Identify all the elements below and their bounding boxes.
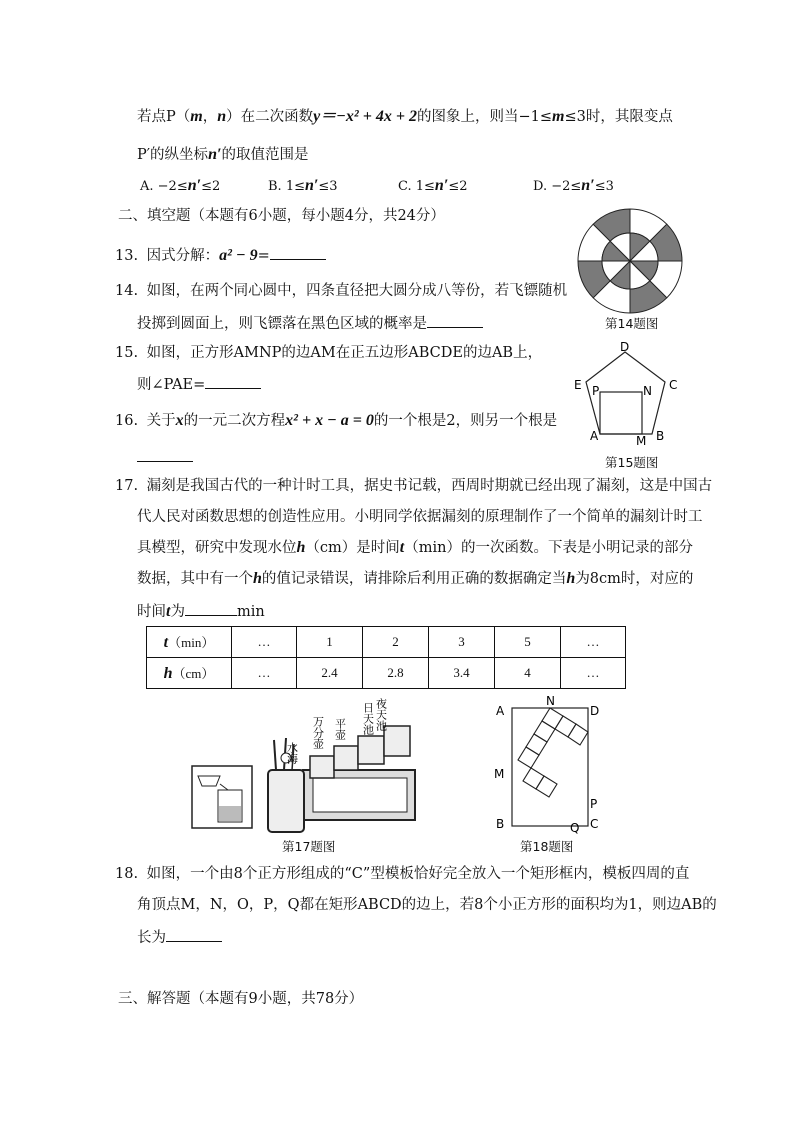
table-unit-cm: （cm） <box>172 666 215 681</box>
q18-line3 <box>137 927 222 948</box>
q14-line1 <box>115 281 567 301</box>
var-n-prime: n′ <box>208 146 222 163</box>
table-cell: … <box>561 627 626 658</box>
label-wanfenhu: 万分壶 <box>311 716 325 749</box>
q15-answer-blank[interactable] <box>205 374 261 389</box>
opt-b-end: ≤3 <box>318 179 338 194</box>
table-cell: 1 <box>297 627 363 658</box>
q12-text-mid: ）在二次函数 <box>226 109 314 125</box>
table-header-t <box>147 627 232 658</box>
opt-b-pre: B. 1≤ <box>268 179 305 194</box>
var-h: h <box>296 539 306 556</box>
table-var-t: t <box>163 634 169 651</box>
table-header-h <box>147 658 232 689</box>
pentagon-figure <box>570 340 685 448</box>
q17-line2: 代人民对函数思想的创造性应用。小明同学依据漏刻的原理制作了一个简单的漏刻计时工 <box>137 509 703 525</box>
q12-line1 <box>137 107 673 127</box>
q17-line3 <box>137 538 693 558</box>
q16-text-mid: 的一元二次方程 <box>183 413 286 429</box>
var-t-2: t <box>166 603 171 620</box>
q12-comma: ， <box>202 109 218 125</box>
q16-text-end: 的一个根是2，则另一个根是 <box>373 413 558 429</box>
q16-answer-blank[interactable] <box>137 447 193 462</box>
q16-line2 <box>137 447 193 468</box>
inset-water <box>219 806 241 821</box>
q15-number: 15. <box>115 345 139 361</box>
table-row-t <box>147 627 626 658</box>
q14-text-1: 如图，在两个同心圆中，四条直径把大圆分成八等份，若飞镖随机 <box>146 283 568 299</box>
q16-text-pre: 关于 <box>146 413 176 429</box>
dartboard-figure <box>575 206 685 316</box>
q17-line4 <box>137 569 693 589</box>
q12-line2-text: P′的纵坐标 <box>137 147 209 163</box>
q12-option-c <box>398 176 468 197</box>
opt-c-end: ≤2 <box>448 179 468 194</box>
var-n: n <box>217 108 227 125</box>
label-p: P <box>590 797 598 811</box>
table-cell: … <box>561 658 626 689</box>
q17-figure-caption: 第17题图 <box>282 839 336 854</box>
opt-a-pre: A. −2≤ <box>140 179 188 194</box>
q17-text-4c: 为8cm时，对应的 <box>575 571 694 587</box>
q17-unit: min <box>236 604 265 620</box>
label-n: N <box>643 384 652 398</box>
q18-line2: 角顶点M，N，O，P，Q都在矩形ABCD的边上，若8个小正方形的面积均为1，则边AB的 <box>137 897 717 913</box>
q17-answer-blank[interactable] <box>185 601 237 616</box>
wanfen-tank <box>310 756 334 778</box>
table-cell: 2.8 <box>363 658 429 689</box>
table-cell: … <box>232 658 297 689</box>
q15-figure-caption: 第15题图 <box>605 455 659 470</box>
q12-line2-end: 的取值范围是 <box>221 147 309 163</box>
q17-text-4a: 数据，其中有一个 <box>137 571 253 587</box>
var-t: t <box>399 539 405 556</box>
label-c: C <box>590 817 599 831</box>
q14-text-2: 投掷到圆面上，则飞镖落在黑色区域的概率是 <box>137 316 427 332</box>
q14-number: 14. <box>115 283 139 299</box>
q18-figure-caption: 第18题图 <box>520 839 574 854</box>
q14-answer-blank[interactable] <box>427 313 483 328</box>
label-m: M <box>636 434 647 448</box>
section-2-heading: 二、填空题（本题有6小题，每小题4分，共24分） <box>118 208 445 224</box>
q17-text-3a: 具模型，研究中发现水位 <box>137 540 297 556</box>
table-cell: 5 <box>495 627 561 658</box>
label-b: B <box>656 429 665 443</box>
opt-c-pre: C. 1≤ <box>398 179 435 194</box>
ping-tank <box>334 746 358 770</box>
square-amnp <box>600 392 642 434</box>
label-a: A <box>496 704 505 718</box>
q17-data-table <box>146 626 626 689</box>
opt-a-end: ≤2 <box>201 179 221 194</box>
label-a: A <box>590 429 599 443</box>
q16-number: 16. <box>115 413 139 429</box>
label-pinghu: 平壶 <box>333 718 347 740</box>
q17-line5 <box>137 601 265 622</box>
q18-number: 18. <box>115 866 139 882</box>
q17-text-5a: 时间 <box>137 604 166 620</box>
var-h-2: h <box>253 570 262 587</box>
label-d: D <box>590 704 600 718</box>
water-clock-figure <box>188 698 418 838</box>
q15-text-2: 则∠PAE= <box>137 377 206 393</box>
label-e: E <box>574 378 582 392</box>
q15-text-1: 如图，正方形AMNP的边AM在正五边形ABCDE的边AB上， <box>146 345 543 361</box>
table-cell: 3.4 <box>429 658 495 689</box>
q12-text-mid2: 的图象上，则当−1≤ <box>416 109 552 125</box>
opt-d-var: n′ <box>581 177 595 194</box>
q17-text-1: 漏刻是我国古代的一种计时工具，据史书记载，西周时期就已经出现了漏刻，这是中国古 <box>146 478 713 494</box>
yetian-tank <box>384 726 410 756</box>
section-3-heading: 三、解答题（本题有9小题，共78分） <box>118 991 364 1007</box>
q15-line1 <box>115 343 542 363</box>
q17-number: 17. <box>115 478 139 494</box>
label-m: M <box>494 767 505 781</box>
table-cell: 4 <box>495 658 561 689</box>
c-template <box>518 708 588 797</box>
q13-expression: a² − 9 <box>219 247 258 264</box>
opt-a-var: n′ <box>187 177 202 194</box>
label-n: N <box>546 696 555 708</box>
q18-text-3: 长为 <box>137 930 166 946</box>
c-template-figure <box>490 696 610 834</box>
opt-d-pre: D. −2≤ <box>533 179 582 194</box>
q17-line1 <box>115 476 712 496</box>
label-b: B <box>496 817 505 831</box>
table-cell: 2 <box>363 627 429 658</box>
q17-text-4b: 的值记录错误，请排除后利用正确的数据确定当 <box>261 571 567 587</box>
q13-number: 13. <box>115 248 139 264</box>
q17-text-3b: （cm）是时间 <box>305 540 400 556</box>
table-row-h <box>147 658 626 689</box>
quadratic-function: y＝−x² + 4x + 2 <box>313 108 417 125</box>
label-yetianchi: 夜天池 <box>374 698 388 731</box>
label-d: D <box>620 340 630 354</box>
q12-line2 <box>137 145 308 165</box>
var-x: x <box>175 412 184 429</box>
q14-figure-caption: 第14题图 <box>605 316 659 331</box>
q17-text-3c: （min）的一次函数。下表是小明记录的部分 <box>404 540 693 556</box>
q13-equals: = <box>257 248 270 264</box>
label-ritianchi: 日天池 <box>361 702 375 735</box>
q16-line1 <box>115 411 557 431</box>
q13-answer-blank[interactable] <box>270 245 326 260</box>
q13-text: 因式分解： <box>146 248 220 264</box>
var-m: m <box>190 108 203 125</box>
q18-answer-blank[interactable] <box>166 927 222 942</box>
label-q: Q <box>570 821 580 834</box>
label-p: P <box>592 384 600 398</box>
opt-b-var: n′ <box>304 177 319 194</box>
label-shuihai: 水海 <box>285 742 299 764</box>
q14-line2 <box>137 313 483 334</box>
q12-text: 若点P（ <box>137 109 191 125</box>
q18-text-1: 如图，一个由8个正方形组成的“C”型模板恰好完全放入一个矩形框内，模板四周的直 <box>146 866 690 882</box>
q15-line2 <box>137 374 261 395</box>
label-c: C <box>669 378 678 392</box>
var-h-3: h <box>566 570 576 587</box>
q16-equation: x² + x − a = 0 <box>285 412 374 429</box>
water-sea-cylinder <box>268 770 304 832</box>
q18-line1 <box>115 864 689 884</box>
q12-option-a <box>140 176 220 197</box>
table-cell: 3 <box>429 627 495 658</box>
table-unit-min: （min） <box>168 635 215 650</box>
q17-text-5b: 为 <box>170 604 185 620</box>
var-m2: m <box>552 108 565 125</box>
table-cell: 2.4 <box>297 658 363 689</box>
q12-text-end: ≤3时，其限变点 <box>564 109 673 125</box>
q12-option-b <box>268 176 338 197</box>
ritian-tank <box>358 736 384 764</box>
opt-d-end: ≤3 <box>594 179 614 194</box>
opt-c-var: n′ <box>434 177 449 194</box>
q13 <box>115 245 326 266</box>
table-cell: … <box>232 627 297 658</box>
q12-option-d <box>533 176 614 197</box>
table-var-h: h <box>163 665 173 682</box>
